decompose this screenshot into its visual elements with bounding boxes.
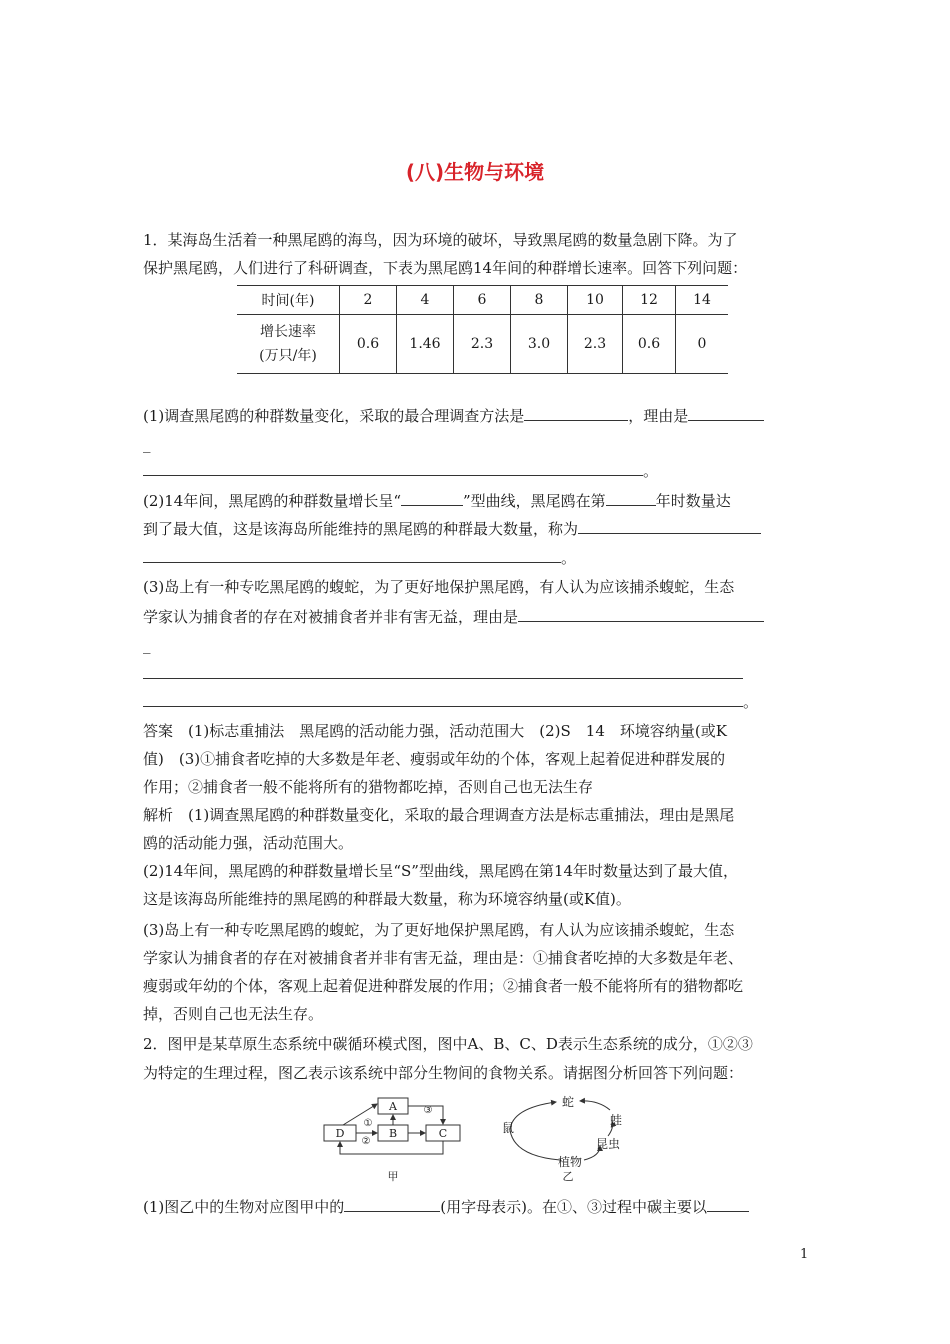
q1-part2-text-a: (2)14年间，黑尾鸥的种群数量增长呈“ xyxy=(143,492,402,510)
answer-blank[interactable] xyxy=(707,1196,749,1212)
q1-part2-line-3 xyxy=(143,547,576,568)
analysis-line-5: (3)岛上有一种专吃黑尾鸥的蝮蛇，为了更好地保护黑尾鸥，有人认为应该捕杀蝮蛇，生态 xyxy=(143,921,735,939)
q1-part2-line-2 xyxy=(143,518,761,539)
analysis-line-4: 这是该海岛所能维持的黑尾鸥的种群最大数量，称为环境容纳量(或K值)。 xyxy=(143,890,631,908)
table-cell-year: 12 xyxy=(623,286,676,315)
q1-stem-line-2: 保护黑尾鸥，人们进行了科研调查，下表为黑尾鸥14年间的种群增长速率。回答下列问题： xyxy=(143,259,748,277)
answer-blank[interactable] xyxy=(578,518,761,534)
arrow-frog-snake xyxy=(580,1101,610,1110)
q1-part3-line-3 xyxy=(143,663,743,684)
q2-part1-text-b: (用字母表示)。在①、③过程中碳主要以 xyxy=(440,1198,707,1216)
table-cell-year: 6 xyxy=(454,286,511,315)
analysis-line-1: 解析 (1)调查黑尾鸥的种群数量变化，采取的最合理调查方法是标志重捕法，理由是黑尾 xyxy=(143,806,735,824)
table-cell-year: 10 xyxy=(568,286,623,315)
analysis-line-8: 掉，否则自己也无法生存。 xyxy=(143,1005,324,1023)
marker-2: ② xyxy=(361,1136,371,1147)
table-cell-rate: 2.3 xyxy=(568,315,623,374)
period: 。 xyxy=(643,462,659,480)
page-number: 1 xyxy=(800,1247,809,1262)
table-cell-rate: 1.46 xyxy=(397,315,454,374)
answer-blank[interactable] xyxy=(143,547,561,563)
arrow-plant-mouse-snake xyxy=(510,1102,560,1160)
table-row xyxy=(237,286,728,315)
q1-part1-line-2 xyxy=(143,460,658,481)
rate-label-line-2: (万只/年) xyxy=(259,348,317,364)
rate-label-line-1: 增长速率 xyxy=(260,324,316,340)
label-a: A xyxy=(389,1100,397,1113)
table-cell-rate: 2.3 xyxy=(454,315,511,374)
label-d: D xyxy=(335,1127,345,1140)
answer-blank[interactable] xyxy=(401,490,463,506)
q1-part1-dash: _ xyxy=(143,435,151,453)
table-row xyxy=(237,315,728,374)
analysis-line-6: 学家认为捕食者的存在对被捕食者并非有害无益，理由是：①捕食者吃掉的大多数是年老、 xyxy=(143,949,744,967)
q2-stem-line-1: 2．图甲是某草原生态系统中碳循环模式图，图中A、B、C、D表示生态系统的成分，①②③ xyxy=(143,1035,753,1053)
period: 。 xyxy=(743,693,759,711)
q1-stem-line-1: 1．某海岛生活着一种黑尾鸥的海鸟，因为环境的破坏，导致黑尾鸥的数量急剧下降。为了 xyxy=(143,231,738,249)
node-snake: 蛇 xyxy=(561,1095,575,1109)
label-c: C xyxy=(438,1127,448,1140)
table-cell-year: 8 xyxy=(511,286,568,315)
q1-part3-line-2 xyxy=(143,606,764,627)
analysis-line-7: 瘦弱或年幼的个体，客观上起着促进种群发展的作用；②捕食者一般不能将所有的猎物都吃 xyxy=(143,977,744,995)
q1-part1-text-a: (1)调查黑尾鸥的种群数量变化，采取的最合理调查方法是 xyxy=(143,407,525,425)
q2-part1-line xyxy=(143,1196,749,1217)
answer-blank[interactable] xyxy=(518,606,764,622)
answer-blank[interactable] xyxy=(143,460,643,476)
table-cell-year: 14 xyxy=(676,286,729,315)
q2-part1-text-a: (1)图乙中的生物对应图甲中的 xyxy=(143,1198,345,1216)
food-web-diagram xyxy=(496,1092,636,1188)
answer-line-2: 值) (3)①捕食者吃掉的大多数是年老、瘦弱或年幼的个体，客观上起着促进种群发展的 xyxy=(143,750,726,768)
carbon-cycle-diagram xyxy=(318,1092,468,1188)
analysis-line-2: 鸥的活动能力强，活动范围大。 xyxy=(143,834,354,852)
q1-part3-dash: _ xyxy=(143,636,151,654)
answer-blank[interactable] xyxy=(143,691,743,707)
table-cell-rate: 0.6 xyxy=(623,315,676,374)
q1-part1-text-b: ，理由是 xyxy=(628,407,689,425)
marker-1: ① xyxy=(363,1118,373,1129)
answer-blank[interactable] xyxy=(606,490,656,506)
arrow-c-d xyxy=(340,1141,443,1154)
q1-part2-line xyxy=(143,490,731,511)
node-insect: 昆虫 xyxy=(595,1137,621,1151)
answer-blank[interactable] xyxy=(688,405,764,421)
q1-part3-line-4 xyxy=(143,691,758,712)
growth-rate-table xyxy=(237,285,728,374)
label-b: B xyxy=(388,1127,398,1140)
table-cell-rate: 0 xyxy=(676,315,729,374)
q1-part3-line-1: (3)岛上有一种专吃黑尾鸥的蝮蛇，为了更好地保护黑尾鸥，有人认为应该捕杀蝮蛇，生态 xyxy=(143,578,735,596)
table-cell-year: 2 xyxy=(340,286,397,315)
q2-stem-line-2: 为特定的生理过程，图乙表示该系统中部分生物间的食物关系。请据图分析回答下列问题： xyxy=(143,1064,744,1082)
table-cell-year: 4 xyxy=(397,286,454,315)
answer-line-1: 答案 (1)标志重捕法 黑尾鸥的活动能力强，活动范围大 (2)S 14 环境容纳量(或K xyxy=(143,722,727,740)
q1-part2-text-b: ”型曲线，黑尾鸥在第 xyxy=(463,492,606,510)
answer-blank[interactable] xyxy=(344,1196,440,1212)
period: 。 xyxy=(561,549,577,567)
table-header-time: 时间(年) xyxy=(237,286,340,315)
node-frog: 蛙 xyxy=(609,1113,623,1127)
caption-jia: 甲 xyxy=(387,1170,399,1183)
node-plant: 植物 xyxy=(557,1155,583,1169)
answer-blank[interactable] xyxy=(143,663,743,679)
caption-yi: 乙 xyxy=(562,1170,574,1183)
q1-part3-text-b: 学家认为捕食者的存在对被捕食者并非有害无益，理由是 xyxy=(143,608,519,626)
q1-part2-text-c: 年时数量达 xyxy=(655,492,731,510)
page-title: (八)生物与环境 xyxy=(405,160,545,184)
answer-line-3: 作用；②捕食者一般不能将所有的猎物都吃掉，否则自己也无法生存 xyxy=(143,778,594,796)
q1-part2-text-d: 到了最大值，这是该海岛所能维持的黑尾鸥的种群最大数量，称为 xyxy=(143,520,579,538)
table-cell-rate: 0.6 xyxy=(340,315,397,374)
marker-3: ③ xyxy=(423,1105,433,1116)
table-cell-rate: 3.0 xyxy=(511,315,568,374)
answer-blank[interactable] xyxy=(524,405,628,421)
analysis-line-3: (2)14年间，黑尾鸥的种群数量增长呈“S”型曲线，黑尾鸥在第14年时数量达到了最大值， xyxy=(143,862,739,880)
node-mouse: 鼠 xyxy=(501,1121,515,1135)
table-header-rate xyxy=(237,315,340,374)
q1-part1-line xyxy=(143,405,764,426)
